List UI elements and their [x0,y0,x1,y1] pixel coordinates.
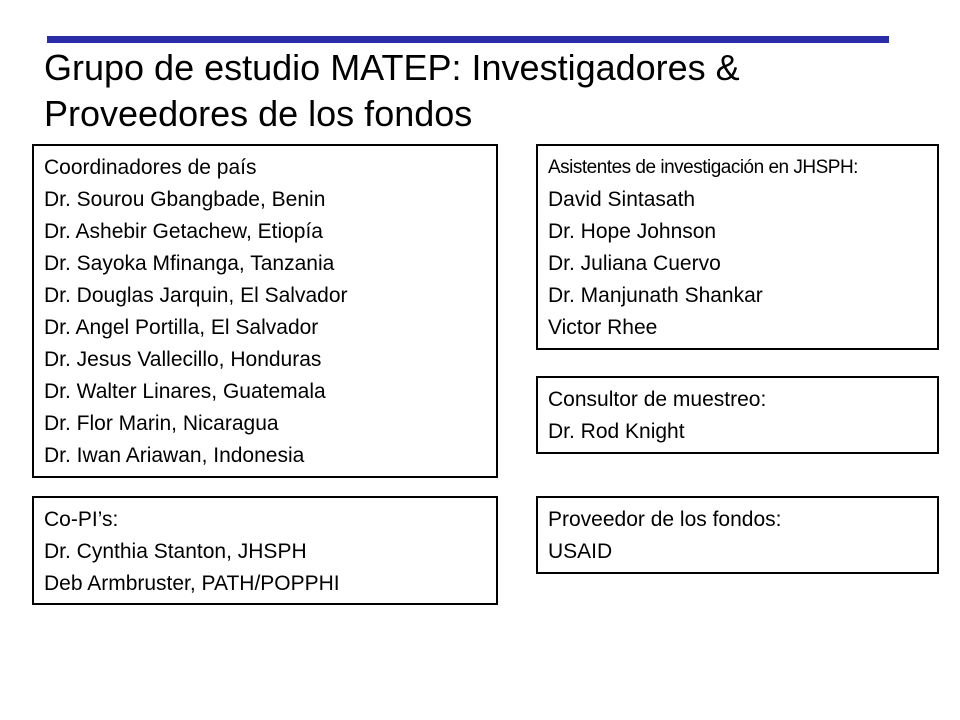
funder-item: USAID [548,540,613,563]
funder-box [536,496,939,574]
assistant-item: Dr. Hope Johnson [548,220,717,243]
assistant-item: Victor Rhee [548,316,658,339]
slide-title-line-2: Proveedores de los fondos [44,93,473,134]
sampling-consultant-heading: Consultor de muestreo: [548,388,767,411]
funder-heading: Proveedor de los fondos: [548,508,782,531]
co-pis-heading: Co-PI’s: [44,508,119,531]
coordinator-item: Dr. Jesus Vallecillo, Honduras [44,348,322,371]
coordinator-item: Dr. Flor Marin, Nicaragua [44,412,279,435]
coordinator-item: Dr. Ashebir Getachew, Etiopía [44,220,323,243]
coordinator-item: Dr. Sayoka Mfinanga, Tanzania [44,252,335,275]
co-pis-box [32,496,498,605]
assistant-item: Dr. Manjunath Shankar [548,284,763,307]
coordinator-item: Dr. Iwan Ariawan, Indonesia [44,444,305,467]
co-pi-item: Dr. Cynthia Stanton, JHSPH [44,540,307,563]
research-assistants-box [536,144,939,350]
country-coordinators-box [32,144,498,478]
sampling-consultant-box [536,376,939,454]
coordinator-item: Dr. Walter Linares, Guatemala [44,380,326,403]
coordinator-item: Dr. Angel Portilla, El Salvador [44,316,319,339]
coordinator-item: Dr. Douglas Jarquin, El Salvador [44,284,348,307]
consultant-item: Dr. Rod Knight [548,420,685,443]
research-assistants-heading: Asistentes de investigación en JHSPH: [548,157,858,178]
slide-title-line-1: Grupo de estudio MATEP: Investigadores & [44,47,740,88]
slide-title [44,45,924,137]
assistant-item: David Sintasath [548,188,696,211]
coordinator-item: Dr. Sourou Gbangbade, Benin [44,188,326,211]
assistant-item: Dr. Juliana Cuervo [548,252,721,275]
title-rule [47,36,889,43]
country-coordinators-heading: Coordinadores de país [44,156,257,179]
co-pi-item: Deb Armbruster, PATH/POPPHI [44,572,340,595]
